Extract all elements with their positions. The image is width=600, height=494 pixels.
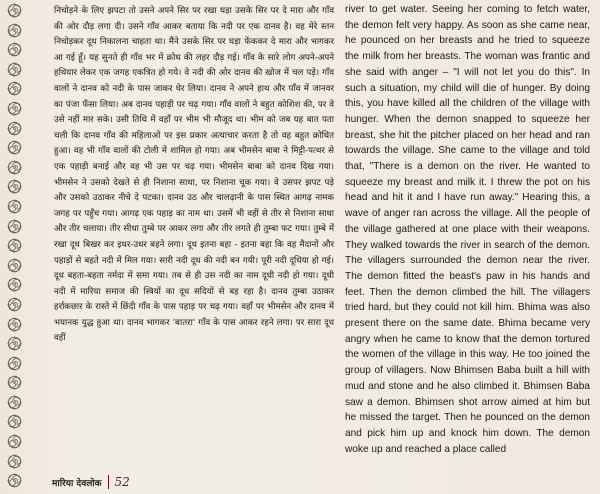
- spiral-motif-icon: [7, 317, 22, 332]
- spiral-motif-icon: [7, 336, 22, 351]
- footer-publication-title: मारिया देवलोक: [52, 478, 102, 489]
- page-footer: [52, 474, 130, 490]
- spiral-motif-icon: [7, 356, 22, 371]
- spiral-motif-icon: [7, 140, 22, 155]
- spiral-motif-icon: [7, 414, 22, 429]
- footer-divider: [108, 475, 109, 489]
- spiral-motif-icon: [7, 179, 22, 194]
- english-text-column: river to get water. Seeing her coming to fetch water, the demon felt very happy. As soon as she came near, he pounced on her breasts and he tried to squeeze the milk from her breasts. The woman was frantic and she said with anger – "I will not let you do this". In such a situation, my child will die of hunger. By doing this, you have killed all the children of the village with hunger. When the demon snapped to squeeze her breast, she hit the pitcher placed on her head and ran towards the village. She came to the village and told that, "There is a demon on the river. He wanted to squeeze my breast and milk it. I threw the pot on his head and hit it and I have run away." Hearing this, a wave of anger ran across the village. All the people of the village gathered at one place with their weapons. They walked towards the river in search of the demon. The villagers surrounded the demon near the river. The demon fitted the beast's paw in his hands and feet. Then the demon climbed the hill. The villagers tried hard, but they could not kill him. Bhima was also present there on the same date. Bhima became very angry when he came to know that the demon tortured the women of the village in this way. He too joined the group of villagers. Now Bhimsen Baba built a hill with mud and stone and he also climbed it. Bhimsen Baba saw a demon. Bhimsen shot arrow aimed at him but he missed the target. Then he pounced on the demon and pick him up and knock him down. The demon woke up and reached a place called: [345, 4, 590, 455]
- spiral-motif-icon: [7, 121, 22, 136]
- spiral-motif-icon: [7, 219, 22, 234]
- spiral-motif-icon: [7, 81, 22, 96]
- spiral-motif-icon: [7, 62, 22, 77]
- spiral-motif-icon: [7, 434, 22, 449]
- spiral-motif-icon: [7, 375, 22, 390]
- ornament-border: [2, 0, 26, 494]
- spiral-motif-icon: [7, 23, 22, 38]
- spiral-motif-icon: [7, 258, 22, 273]
- spiral-motif-icon: [7, 160, 22, 175]
- spiral-motif-icon: [7, 473, 22, 488]
- spiral-motif-icon: [7, 454, 22, 469]
- spiral-motif-icon: [7, 238, 22, 253]
- spiral-motif-icon: [7, 297, 22, 312]
- spiral-motif-icon: [7, 277, 22, 292]
- spiral-motif-icon: [7, 199, 22, 214]
- hindi-text-column: निचोड़ने के लिए झपटा तो उसने अपने सिर पर रखा घड़ा उसके सिर पर दे मारा और गाँव की ओर दौड़ लगा दी। उसने गाँव आकर बताया कि नदी पर एक दानव है। वह मेरे स्तन निचोड़कर दूध निकालना चाहता था। मैंने उसके सिर पर घड़ा फेंककर दे मारा और भागकर आ गई हूँ। यह सुनते ही गाँव भर में क्रोध की लहर दौड़ गई। गाँव के सारे लोग अपने-अपने हथियार लेकर एक जगह एकत्रित हो गये। वे नदी की ओर दानव की खोज में चल पड़े। गाँव वालों ने दानव को नदी के पास जाकर घेर लिया। दानव ने अपने हाथ और पाँव में जानवर का पंजा फँसा लिया। अब दानव पहाड़ी पर चढ़ गया। गाँव वालों ने बहुत कोशिश की, पर वे उसे नहीं मार सके। उसी तिथि में वहाँ पर भीम भी मौजूद था। भीम को जब यह बात पता चली कि दानव गाँव की महिलाओं पर इस प्रकार अत्याचार करता है तो वह बहुत क्रोधित हुआ। वह भी गाँव वालों की टोली में शामिल हो गया। अब भीमसेन बाबा ने मिट्टी-पत्थर से एक पहाड़ी बनाई और वह भी उस पर चढ़ गया। भीमसेन बाबा को दानव दिख गया। भीमसेन ने उसको देखते से ही निशाना साधा, पर निशाना चूक गया। वे उसपर झपट पड़े और उसको उठाकर नीचे दे पटका। दानव उठ और चालढ़ानी के पास स्थित आगढ़ नामक जगह पर पहुँच गया। आगढ़ एक पहाड़ का नाम था। उसमें भी वहीं से तीर से निशाना साधा और तीर चलाया। तीर सीधा तुम्बे पर आकर लगा और तीर लगते ही तुम्बा फट गया। तुम्बे में रखा दूध बिखर कर इधर-उधर बहने लगा। दूध इतना बहा - इतना बहा कि वह मैदानों और पहाड़ों से बहते नदी में मिल गया। सारी नदी दूध की नदी बन गयी। पूरी नदी दूधिया हो गई। दूध बहता-बहता नर्मदा में समा गया। तब से ही उस नदी का नाम दूधी नदी हो गया। दूधी नदी में मारिया समाज की स्त्रियों का दूध सदियों से बह रहा है। दानव तुम्बा उठाकर हर्राकछार के रास्ते में छिंदी गाँव के पास पहाड़ पर चढ़ गया। वहाँ पर भीमसेन और दानव में भयानक युद्ध हुआ था। दानव भागकर 'बातरा' गाँव के पास आकर रहने लगा। पर सारा दूध वहीं: [54, 6, 334, 344]
- page-number: 52: [114, 475, 130, 489]
- spiral-motif-icon: [7, 395, 22, 410]
- spiral-motif-icon: [7, 101, 22, 116]
- spiral-motif-icon: [7, 42, 22, 57]
- spiral-motif-icon: [7, 3, 22, 18]
